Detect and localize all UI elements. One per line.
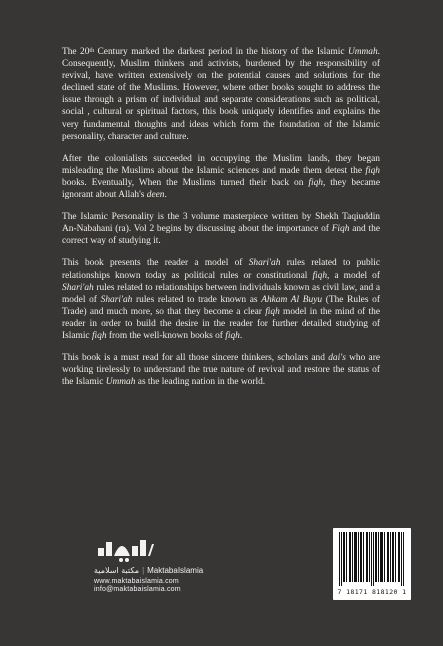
barcode-bars (337, 532, 407, 586)
blurb-paragraph-3: The Islamic Personality is the 3 volume masterpiece written by Shekh Taqiuddin An-Nabahani (ra). Vol 2 begins by discussing about the importance of Fiqh and the correct way of studying it. (62, 212, 380, 247)
blurb-text (62, 46, 380, 398)
publisher-latin-name: MaktabaIslamia (147, 566, 204, 575)
blurb-paragraph-2: After the colonialists succeeded in occupying the Muslim lands, they began misleading the Muslims about the Islamic sciences and made them detest the fiqh books. Eventually, When the Muslims turned their back on fiqh, they became ignorant about Allah's deen. (62, 153, 381, 201)
publisher-website: www.maktabaislamia.com (94, 578, 179, 585)
blurb-paragraph-1: The 20th Century marked the darkest period in the history of the Islamic Ummah. Consequently, Muslim thinkers and activists, burdened by the responsibility of revival, have written extensively on the potential causes and solutions for the declined state of the Muslims. However, where other books sought to address the issue through a prism of individual and separate considerations such as political, social , cultural or spiritual factors, this book uniquely identifies and explains the very fundamental thoughts and ideas which form the foundation of the Islamic personality, character and culture. (62, 47, 380, 142)
publisher-name-separator: | (142, 566, 145, 575)
publisher-logo-block (82, 534, 222, 596)
publisher-email: info@maktabaislamia.com (94, 586, 181, 593)
isbn-barcode (333, 528, 411, 600)
blurb-paragraph-4: This book presents the reader a model of Shari'ah rules related to public relationships known today as political rules or constitutional fiqh, a model of Shari'ah rules related to relationships between individuals known as civil law, and a model of Shari'ah rules related to trade known as Ahkam Al Buyu (The Rules of Trade) and much more, so that they become a clear fiqh model in the mind of the reader in order to build the desire in the reader for further detailed studying of Islamic fiqh from the well-known books of fiqh. (62, 258, 380, 341)
publisher-name-row (94, 566, 203, 575)
publisher-logo-icon (94, 534, 156, 564)
publisher-contact (94, 578, 181, 594)
publisher-arabic-name: مكتبة اسلامية (94, 566, 140, 575)
blurb-paragraph-5: This book is a must read for all those sincere thinkers, scholars and dai's who are working tirelessly to understand the true nature of revival and restore the status of the Islamic Ummah as the leading nation in the world. (62, 353, 380, 388)
barcode-number: 7 18171 818120 1 (337, 588, 407, 596)
